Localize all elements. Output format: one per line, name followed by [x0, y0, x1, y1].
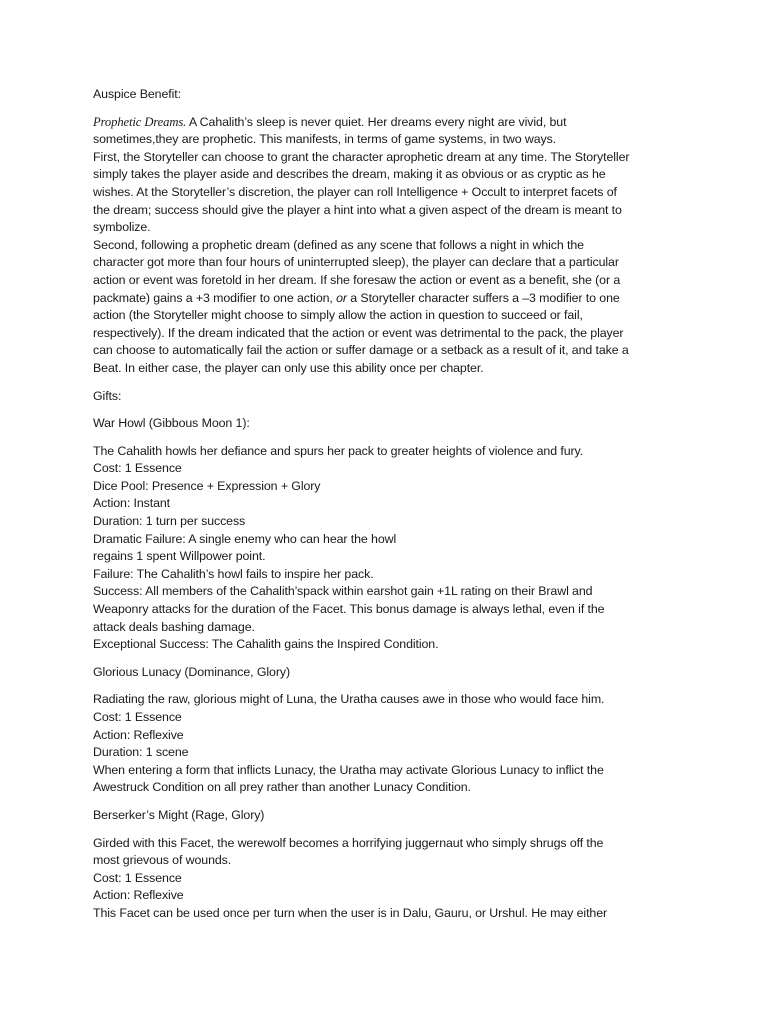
war-howl-line-2: Cost: 1 Essence [93, 461, 182, 476]
berserkers-might-line-5: This Facet can be used once per turn when the user is in Dalu, Gauru, or Urshul. He may either [93, 905, 608, 920]
auspice-line-7: symbolize. [93, 220, 151, 235]
glorious-lunacy-line-2: Cost: 1 Essence [93, 710, 182, 724]
auspice-heading: Auspice Benefit: [93, 87, 181, 101]
auspice-line-11: packmate) gains a +3 modifier to one action, or a Storyteller character suffers a –3 modifier to one [93, 290, 620, 305]
auspice-line-15: Beat. In either case, the player can only use this ability once per chapter. [93, 360, 484, 375]
war-howl-line-5: Duration: 1 turn per success [93, 514, 246, 529]
war-howl-line-11: attack deals bashing damage. [93, 619, 255, 634]
document-page [93, 86, 683, 923]
glorious-lunacy-line-3: Action: Reflexive [93, 727, 184, 742]
auspice-line-4: simply takes the player aside and describes the dream, making it as obvious or as cryptic as he [93, 167, 606, 182]
auspice-line-3: First, the Storyteller can choose to grant the character aprophetic dream at any time. The Storyteller [93, 149, 630, 164]
glorious-lunacy-line-5: When entering a form that inflicts Lunacy, the Uratha may activate Glorious Lunacy to inflict the [93, 762, 604, 777]
berserkers-might-title: Berserker’s Might (Rage, Glory) [93, 807, 265, 822]
berserkers-might-line-1: Girded with this Facet, the werewolf becomes a horrifying juggernaut who simply shrugs off the [93, 835, 604, 850]
auspice-line-1: Prophetic Dreams. A Cahalith’s sleep is never quiet. Her dreams every night are vivid, but [93, 114, 567, 129]
war-howl-line-12: Exceptional Success: The Cahalith gains the Inspired Condition. [93, 637, 439, 652]
auspice-line-9: character got more than four hours of uninterrupted sleep), the player can declare that a particular [93, 255, 619, 270]
berserkers-might-line-4: Action: Reflexive [93, 888, 184, 903]
glorious-lunacy-line-4: Duration: 1 scene [93, 745, 189, 760]
auspice-line-10: action or event was foretold in her dream. If she foresaw the action or event as a benefit, she (or a [93, 272, 621, 287]
war-howl-line-1: The Cahalith howls her defiance and spurs her pack to greater heights of violence and fury. [93, 443, 584, 458]
auspice-line-14: can choose to automatically fail the action or suffer damage or a setback as a result of it, and take a [93, 343, 629, 358]
war-howl-line-3: Dice Pool: Presence + Expression + Glory [93, 478, 321, 493]
berserkers-might-line-2: most grievous of wounds. [93, 853, 232, 868]
berserkers-might-line-3: Cost: 1 Essence [93, 870, 182, 885]
war-howl-line-9: Success: All members of the Cahalith’spack within earshot gain +1L rating on their Brawl and [93, 584, 593, 599]
auspice-line-2: sometimes,they are prophetic. This manifests, in terms of game systems, in two ways. [93, 132, 557, 147]
auspice-line-6: the dream; success should give the player a hint into what a given aspect of the dream is meant to [93, 202, 622, 217]
war-howl-line-8: Failure: The Cahalith’s howl fails to inspire her pack. [93, 566, 374, 581]
war-howl-title: War Howl (Gibbous Moon 1): [93, 416, 250, 431]
war-howl-line-4: Action: Instant [93, 496, 171, 511]
war-howl-line-6: Dramatic Failure: A single enemy who can hear the howl [93, 531, 397, 546]
war-howl-line-7: regains 1 spent Willpower point. [93, 549, 266, 564]
auspice-line-5: wishes. At the Storyteller’s discretion, the player can roll Intelligence + Occult to interpret facets of [93, 184, 617, 199]
auspice-line-12: action (the Storyteller might choose to simply allow the action in question to succeed or fail, [93, 308, 583, 323]
prophetic-dreams-term: Prophetic Dreams. [93, 114, 187, 129]
auspice-line-8: Second, following a prophetic dream (defined as any scene that follows a night in which the [93, 237, 584, 252]
glorious-lunacy-line-1: Radiating the raw, glorious might of Luna, the Uratha causes awe in those who would face him. [93, 692, 605, 707]
auspice-line-13: respectively). If the dream indicated that the action or event was detrimental to the pack, the player [93, 325, 624, 340]
glorious-lunacy-line-6: Awestruck Condition on all prey rather than another Lunacy Condition. [93, 780, 471, 795]
glorious-lunacy-title: Glorious Lunacy (Dominance, Glory) [93, 664, 290, 679]
gifts-heading: Gifts: [93, 388, 122, 403]
war-howl-line-10: Weaponry attacks for the duration of the Facet. This bonus damage is always lethal, even if the [93, 602, 605, 617]
